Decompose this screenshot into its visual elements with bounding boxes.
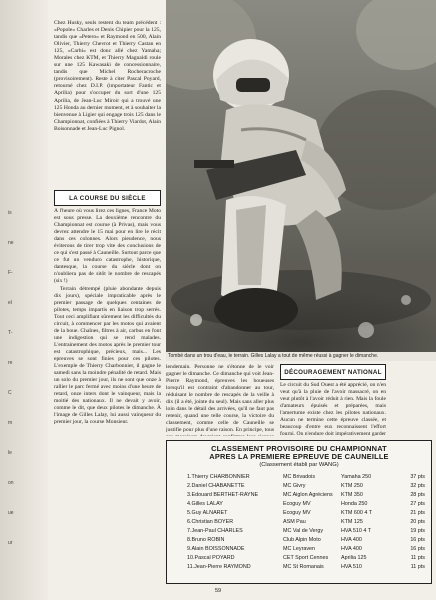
- rider-name: 9.Alain BOISSONNADE: [187, 546, 245, 552]
- margin-fragment: ne: [8, 240, 14, 246]
- bike-model: KTM 600 4 T: [341, 510, 373, 516]
- rider-name: 2.Daniel CHABANETTE: [187, 483, 245, 489]
- points: 37 pts: [410, 474, 425, 480]
- standings-title: CLASSEMENT PROVISOIRE DU CHAMPIONNAT APRES LA PREMIERE EPREUVE DE CAUNEILLE: [209, 444, 389, 462]
- bike-model: Honda 250: [341, 501, 368, 507]
- points: 16 pts: [410, 546, 425, 552]
- body-paragraph: Le circuit du Sud Ouest a été apprécié, on n'en veut qu'à la pluie de l'avoir massacré, on en veut plutôt à l'avoir réduit à rien. Mais la foule d'amateurs épuisés et préparées, mais l'amertume existe chez les pilotes nationaux. Aucun ne termine cette épreuve classée, et beaucoup d'entre eux reconnaissent l'effort fourni. On n'endure doit impérativement garder: [280, 382, 386, 438]
- rider-name: 11.Jean-Pierre RAYMOND: [187, 564, 251, 570]
- points: 20 pts: [410, 519, 425, 525]
- bike-model: HVA 400: [341, 537, 362, 543]
- club-name: Ecoguy MV: [283, 510, 311, 516]
- photo-caption: Tombé dans un trou d'eau, le terrain. Gilles Lalay a tout de même réussi à gagner le dimanche.: [166, 352, 436, 361]
- club-name: MC St Romanais: [283, 564, 324, 570]
- points: 21 pts: [410, 510, 425, 516]
- club-name: Ecoguy MV: [283, 501, 311, 507]
- standings-row: [187, 545, 425, 554]
- intro-paragraph: Chez Husky, seuls restent du team précédent : «Popole» Charles et Denis Chipier pour la 125, tandis que «Petero» et Raymond en 500, Alain Olivier, Thierry Chevrot et Thierry Castan en 125, «Carbi» est donc allé chez Yamaha; Morales chez KTM, et Thierry Magnaldi roule sur une 125 Kawasaki de concessionnaire, tandis que Michel Rocheracroche (provisoirement). Reste à citer Pascal Poyard, retourné chez D.I.P. (importateur Fantic et Aprilia) pour s'occuper du sort d'une 125 Aprilia, de Jean-Luc Miroir qui a trouvé une 125 Honda au dernier moment, et à souhaiter la bienvenue à Ligier qui engage trois 125 dans le Championnat, confiées à Thierry Viardot, Alain Boisonnade et Jean-Luc Pignol.: [54, 20, 161, 132]
- bike-model: HVA 400: [341, 546, 362, 552]
- section-heading-course: LA COURSE DU SIÈCLE: [54, 190, 161, 206]
- page-number: 59: [214, 588, 222, 594]
- points: 19 pts: [410, 528, 425, 534]
- bike-model: KTM 350: [341, 492, 363, 498]
- margin-fragment: el: [8, 300, 12, 306]
- margin-fragment: ur: [8, 540, 13, 546]
- standings-row: [187, 482, 425, 491]
- rider-name: 8.Bruno ROBIN: [187, 537, 225, 543]
- standings-row: [187, 554, 425, 563]
- section-heading-decouragement: DÉCOURAGEMENT NATIONAL: [280, 364, 386, 380]
- margin-fragment: m: [8, 420, 13, 426]
- article-right-body: [280, 382, 386, 438]
- rider-name: 5.Guy ALNARET: [187, 510, 228, 516]
- standings-row: [187, 536, 425, 545]
- bike-model: Yamaha 250: [341, 474, 372, 480]
- points: 16 pts: [410, 537, 425, 543]
- standings-row: [187, 518, 425, 527]
- margin-fragment: on: [8, 480, 14, 486]
- margin-fragment: C: [8, 390, 12, 396]
- margin-fragment: T-: [8, 330, 13, 336]
- rider-photo: [166, 0, 436, 352]
- article-intro: [54, 20, 161, 188]
- standings-subtitle: (Classement établi par WANG): [259, 461, 339, 468]
- club-name: MC Leyraven: [283, 546, 316, 552]
- club-name: MC Aiglon Agréciens: [283, 492, 333, 498]
- body-paragraph: Terrain détrempé (pluie abondante depuis dix jours), spéciale impraticable après le premier passage de quelques centaines de pilotes, temps impartis en liaison trop serrés. Tout ceci amplifiant sûrement les difficultés du circuit, à commencer par les motos qui avaient de la boue. Chaînes, filtres à air, carbus en font une indigestion qui se rend malades. L'entrainement des motos après le premier tour est catastrophique, précieux, mais... Les epreuves se sont finies pour ces pilotes. L'exemple de Thierry Charbonnier, il gagne le samedi sans la moindre pénalité de retard. Mais un solo du premier jour, ils ne sont que onze à rallier le parc fermé avec moins d'une heure de retard, onze inters dont le vainqueur, mais la moitié des nationaux. Il ne devait y avoir, comme le dit, que deux pilotes le dimanche. À l'image de Gilles Lalay, lui aussi vainqueur du premier jour, la course Monsieur.: [54, 285, 161, 426]
- bike-model: HVA 510 4 T: [341, 528, 372, 534]
- bike-model: KTM 125: [341, 519, 363, 525]
- margin-fragment: le: [8, 450, 12, 456]
- championship-standings-box: [166, 440, 432, 584]
- standings-row: [187, 509, 425, 518]
- rider-name: 4.Gilles LALAY: [187, 501, 223, 507]
- body-paragraph: lendemain. Personne ne s'étonne de le voir gagner le dimanche. Ce dimanche qui voit Jean-Pierre Raymond, épreuves les boueuses lorsqu'il est contraint d'abandonner au tour, réduisant le nombre de rescapés de la veille à dix (il a été, jointe du seul). Mais sans aller plus loin dans le détail des arrivées, qu'il ne faut pas retenir, quand une telle course, la victoire du classement, comme celle de Cauneille se justifie pour plus d'une raison. En principe, tous: [166, 364, 274, 434]
- margin-fragment: is: [8, 210, 12, 216]
- article-mid-body: [166, 364, 274, 436]
- points: 27 pts: [410, 501, 425, 507]
- rider-name: 3.Edouard BERTHET-RAYNE: [187, 492, 259, 498]
- standings-row: [187, 563, 425, 572]
- standings-row: [187, 473, 425, 482]
- bike-model: KTM 250: [341, 483, 363, 489]
- rider-name: 7.Jean-Paul CHARLES: [187, 528, 243, 534]
- standings-row: [187, 500, 425, 509]
- points: 32 pts: [410, 483, 425, 489]
- club-name: MC Givry: [283, 483, 306, 489]
- bike-model: HVA 510: [341, 564, 362, 570]
- article-left-body: [54, 208, 161, 586]
- standings-row: [187, 491, 425, 500]
- motocross-rider-image: [166, 0, 436, 352]
- rider-name: 6.Christian BOYER: [187, 519, 234, 525]
- club-name: CET Sport Cennes: [283, 555, 329, 561]
- margin-fragment: F-: [8, 270, 13, 276]
- rider-name: 1.Thierry CHARBONNIER: [187, 474, 250, 480]
- points: 28 pts: [410, 492, 425, 498]
- club-name: MC Brivadois: [283, 474, 316, 480]
- club-name: MC Val de Vergy: [283, 528, 324, 534]
- standings-row: [187, 527, 425, 536]
- rider-name: 10.Pascal POYARD: [187, 555, 235, 561]
- standings-list: [187, 473, 425, 572]
- points: 11 pts: [410, 555, 425, 561]
- points: 11 pts: [410, 564, 425, 570]
- margin-fragment: ue: [8, 510, 14, 516]
- body-paragraph: À l'heure où vous lirez ces lignes, France Moto est sous presse. La deuxième rencontre du Championnat est courue (à Privas), mais vous devrez attendre le 15 mai pour en lire le récit dans ces colonnes. Alors pieudence, nous éviterons de tirer trop vite des conclusions de ce qui s'est passé à Cauneille. Surtout parce que ce fut un vendurо catastrophe, historique, dantesque, la course du siècle dont on n'oubliera pas de sitôt le nombre de rescapés (six !): [54, 208, 161, 285]
- margin-fragment: re: [8, 360, 13, 366]
- club-name: Club Alpin Moto: [283, 537, 321, 543]
- bike-model: Aprilia 125: [341, 555, 367, 561]
- club-name: ASM Pau: [283, 519, 306, 525]
